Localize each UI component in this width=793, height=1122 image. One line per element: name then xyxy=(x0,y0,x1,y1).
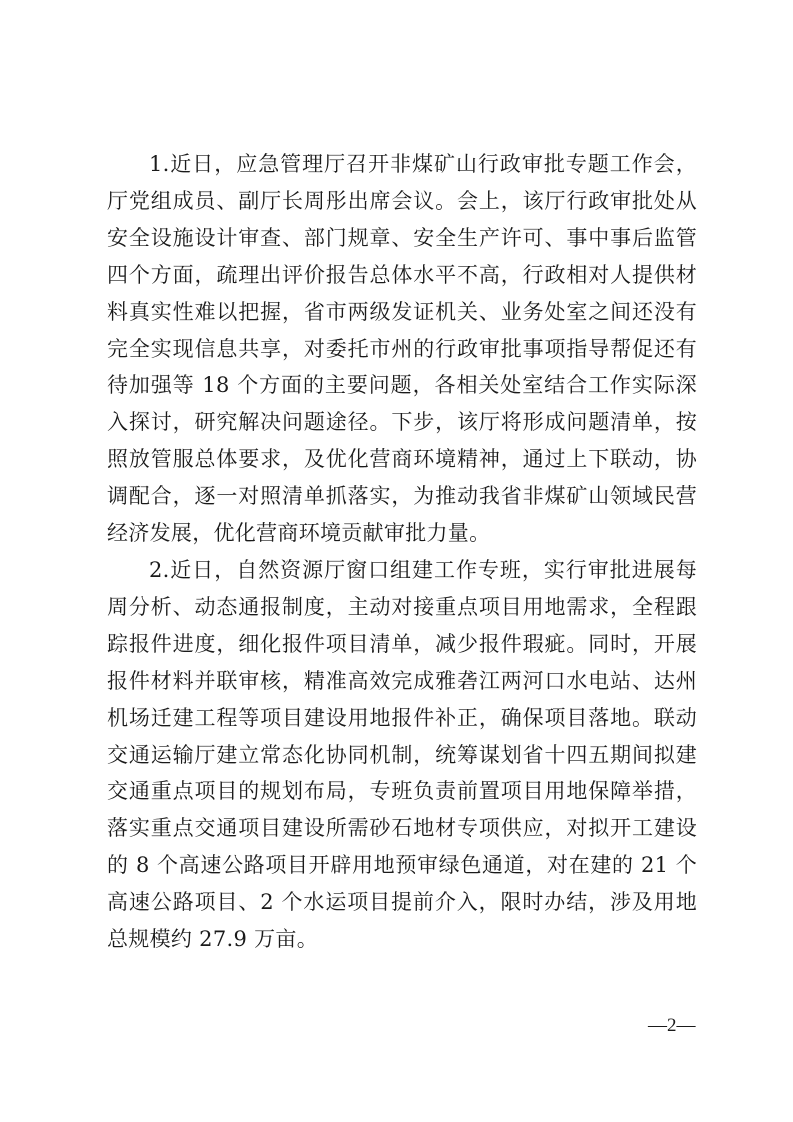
page-number: —2— xyxy=(648,1015,696,1036)
paragraph-2: 2.近日，自然资源厅窗口组建工作专班，实行审批进展每周分析、动态通报制度，主动对接重点项目用地需求，全程跟踪报件进度，细化报件项目清单，减少报件瑕疵。同时，开展报件材料并联审核，精准高效完成雅砻江两河口水电站、达州机场迁建工程等项目建设用地报件补正，确保项目落地。联动交通运输厅建立常态化协同机制，统筹谋划省十四五期间拟建交通重点项目的规划布局，专班负责前置项目用地保障举措，落实重点交通项目建设所需砂石地材专项供应，对拟开工建设的 8 个高速公路项目开辟用地预审绿色通道，对在建的 21 个高速公路项目、2 个水运项目提前介入，限时办结，涉及用地总规模约 27.9 万亩。 xyxy=(107,557,697,952)
paragraph-1: 1.近日，应急管理厅召开非煤矿山行政审批专题工作会，厅党组成员、副厅长周彤出席会议。会上，该厅行政审批处从安全设施设计审查、部门规章、安全生产许可、事中事后监管四个方面，疏理出评价报告总体水平不高，行政相对人提供材料真实性难以把握，省市两级发证机关、业务处室之间还没有完全实现信息共享，对委托市州的行政审批事项指导帮促还有待加强等 18 个方面的主要问题，各相关处室结合工作实际深入探讨，研究解决问题途径。下步，该厅将形成问题清单，按照放管服总体要求，及优化营商环境精神，通过上下联动，协调配合，逐一对照清单抓落实，为推动我省非煤矿山领域民营经济发展，优化营商环境贡献审批力量。 xyxy=(107,152,697,546)
document-body xyxy=(107,146,697,958)
